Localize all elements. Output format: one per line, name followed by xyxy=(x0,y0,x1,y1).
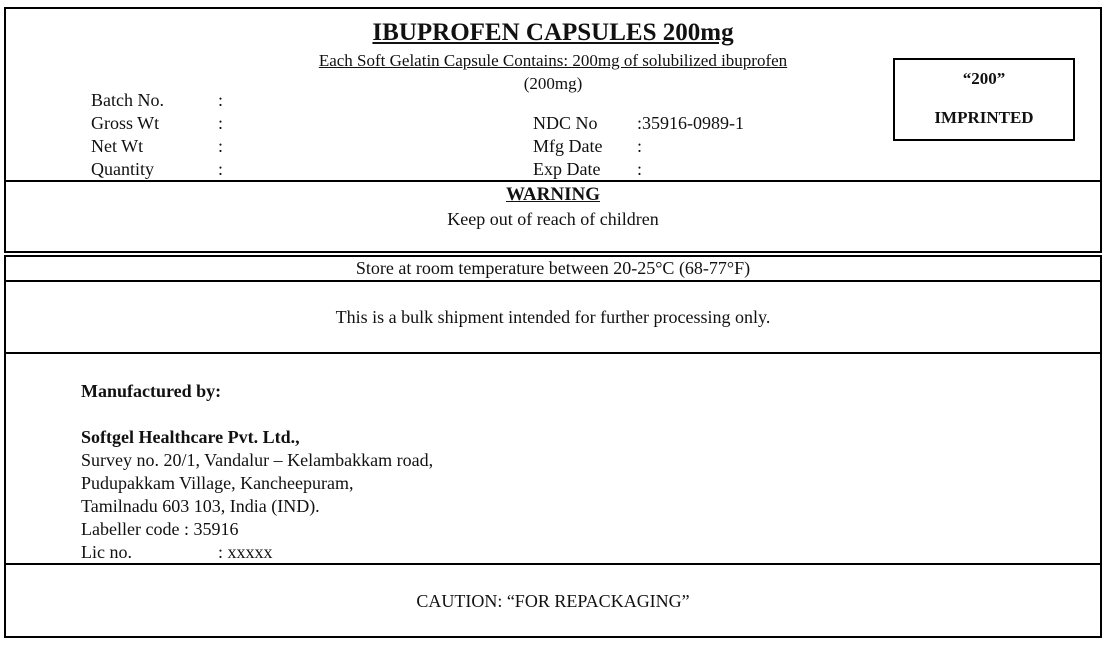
labeller-code: Labeller code : 35916 xyxy=(81,519,239,539)
company-name: Softgel Healthcare Pvt. Ltd., xyxy=(81,427,300,447)
warning-heading: WARNING xyxy=(506,184,600,205)
imprint-code: “200” xyxy=(962,69,1006,88)
manufacturer-section xyxy=(4,352,1102,565)
field-mfg-date-value: : xyxy=(637,136,643,156)
header-section xyxy=(4,7,1102,182)
address-line-3: Tamilnadu 603 103, India (IND). xyxy=(81,496,320,516)
warning-text: Keep out of reach of children xyxy=(447,209,659,229)
field-exp-date-value: : xyxy=(637,159,643,179)
field-quantity-label: Quantity xyxy=(91,159,154,179)
field-net-wt-value: : xyxy=(218,136,224,156)
address-line-1: Survey no. 20/1, Vandalur – Kelambakkam road, xyxy=(81,450,434,470)
caution-section xyxy=(4,563,1102,638)
imprint-label: IMPRINTED xyxy=(934,108,1034,127)
field-exp-date-label: Exp Date xyxy=(533,159,601,179)
field-batch-no-value: : xyxy=(218,90,224,110)
warning-section xyxy=(4,180,1102,253)
imprint-box xyxy=(893,58,1075,141)
lic-label: Lic no. xyxy=(81,542,132,562)
bulk-section xyxy=(4,280,1102,354)
field-batch-no-label: Batch No. xyxy=(91,90,164,110)
field-net-wt-label: Net Wt xyxy=(91,136,144,156)
bulk-text: This is a bulk shipment intended for further processing only. xyxy=(335,307,771,327)
field-ndc-value: :35916-0989-1 xyxy=(637,113,744,133)
storage-section xyxy=(4,255,1102,282)
field-ndc-label: NDC No xyxy=(533,113,598,133)
composition-line-1: Each Soft Gelatin Capsule Contains: 200mg of solubilized ibuprofen xyxy=(318,51,788,70)
storage-text: Store at room temperature between 20-25°C (68-77°F) xyxy=(355,258,751,278)
lic-value: : xxxxx xyxy=(218,542,273,562)
composition-line-2: (200mg) xyxy=(523,74,583,93)
field-mfg-date-label: Mfg Date xyxy=(533,136,603,156)
field-quantity-value: : xyxy=(218,159,224,179)
manufactured-by-heading: Manufactured by: xyxy=(81,381,222,401)
field-gross-wt-label: Gross Wt xyxy=(91,113,160,133)
address-line-2: Pudupakkam Village, Kancheepuram, xyxy=(81,473,354,493)
caution-text: CAUTION: “FOR REPACKAGING” xyxy=(416,591,690,611)
field-gross-wt-value: : xyxy=(218,113,224,133)
product-title: IBUPROFEN CAPSULES 200mg xyxy=(372,19,734,46)
